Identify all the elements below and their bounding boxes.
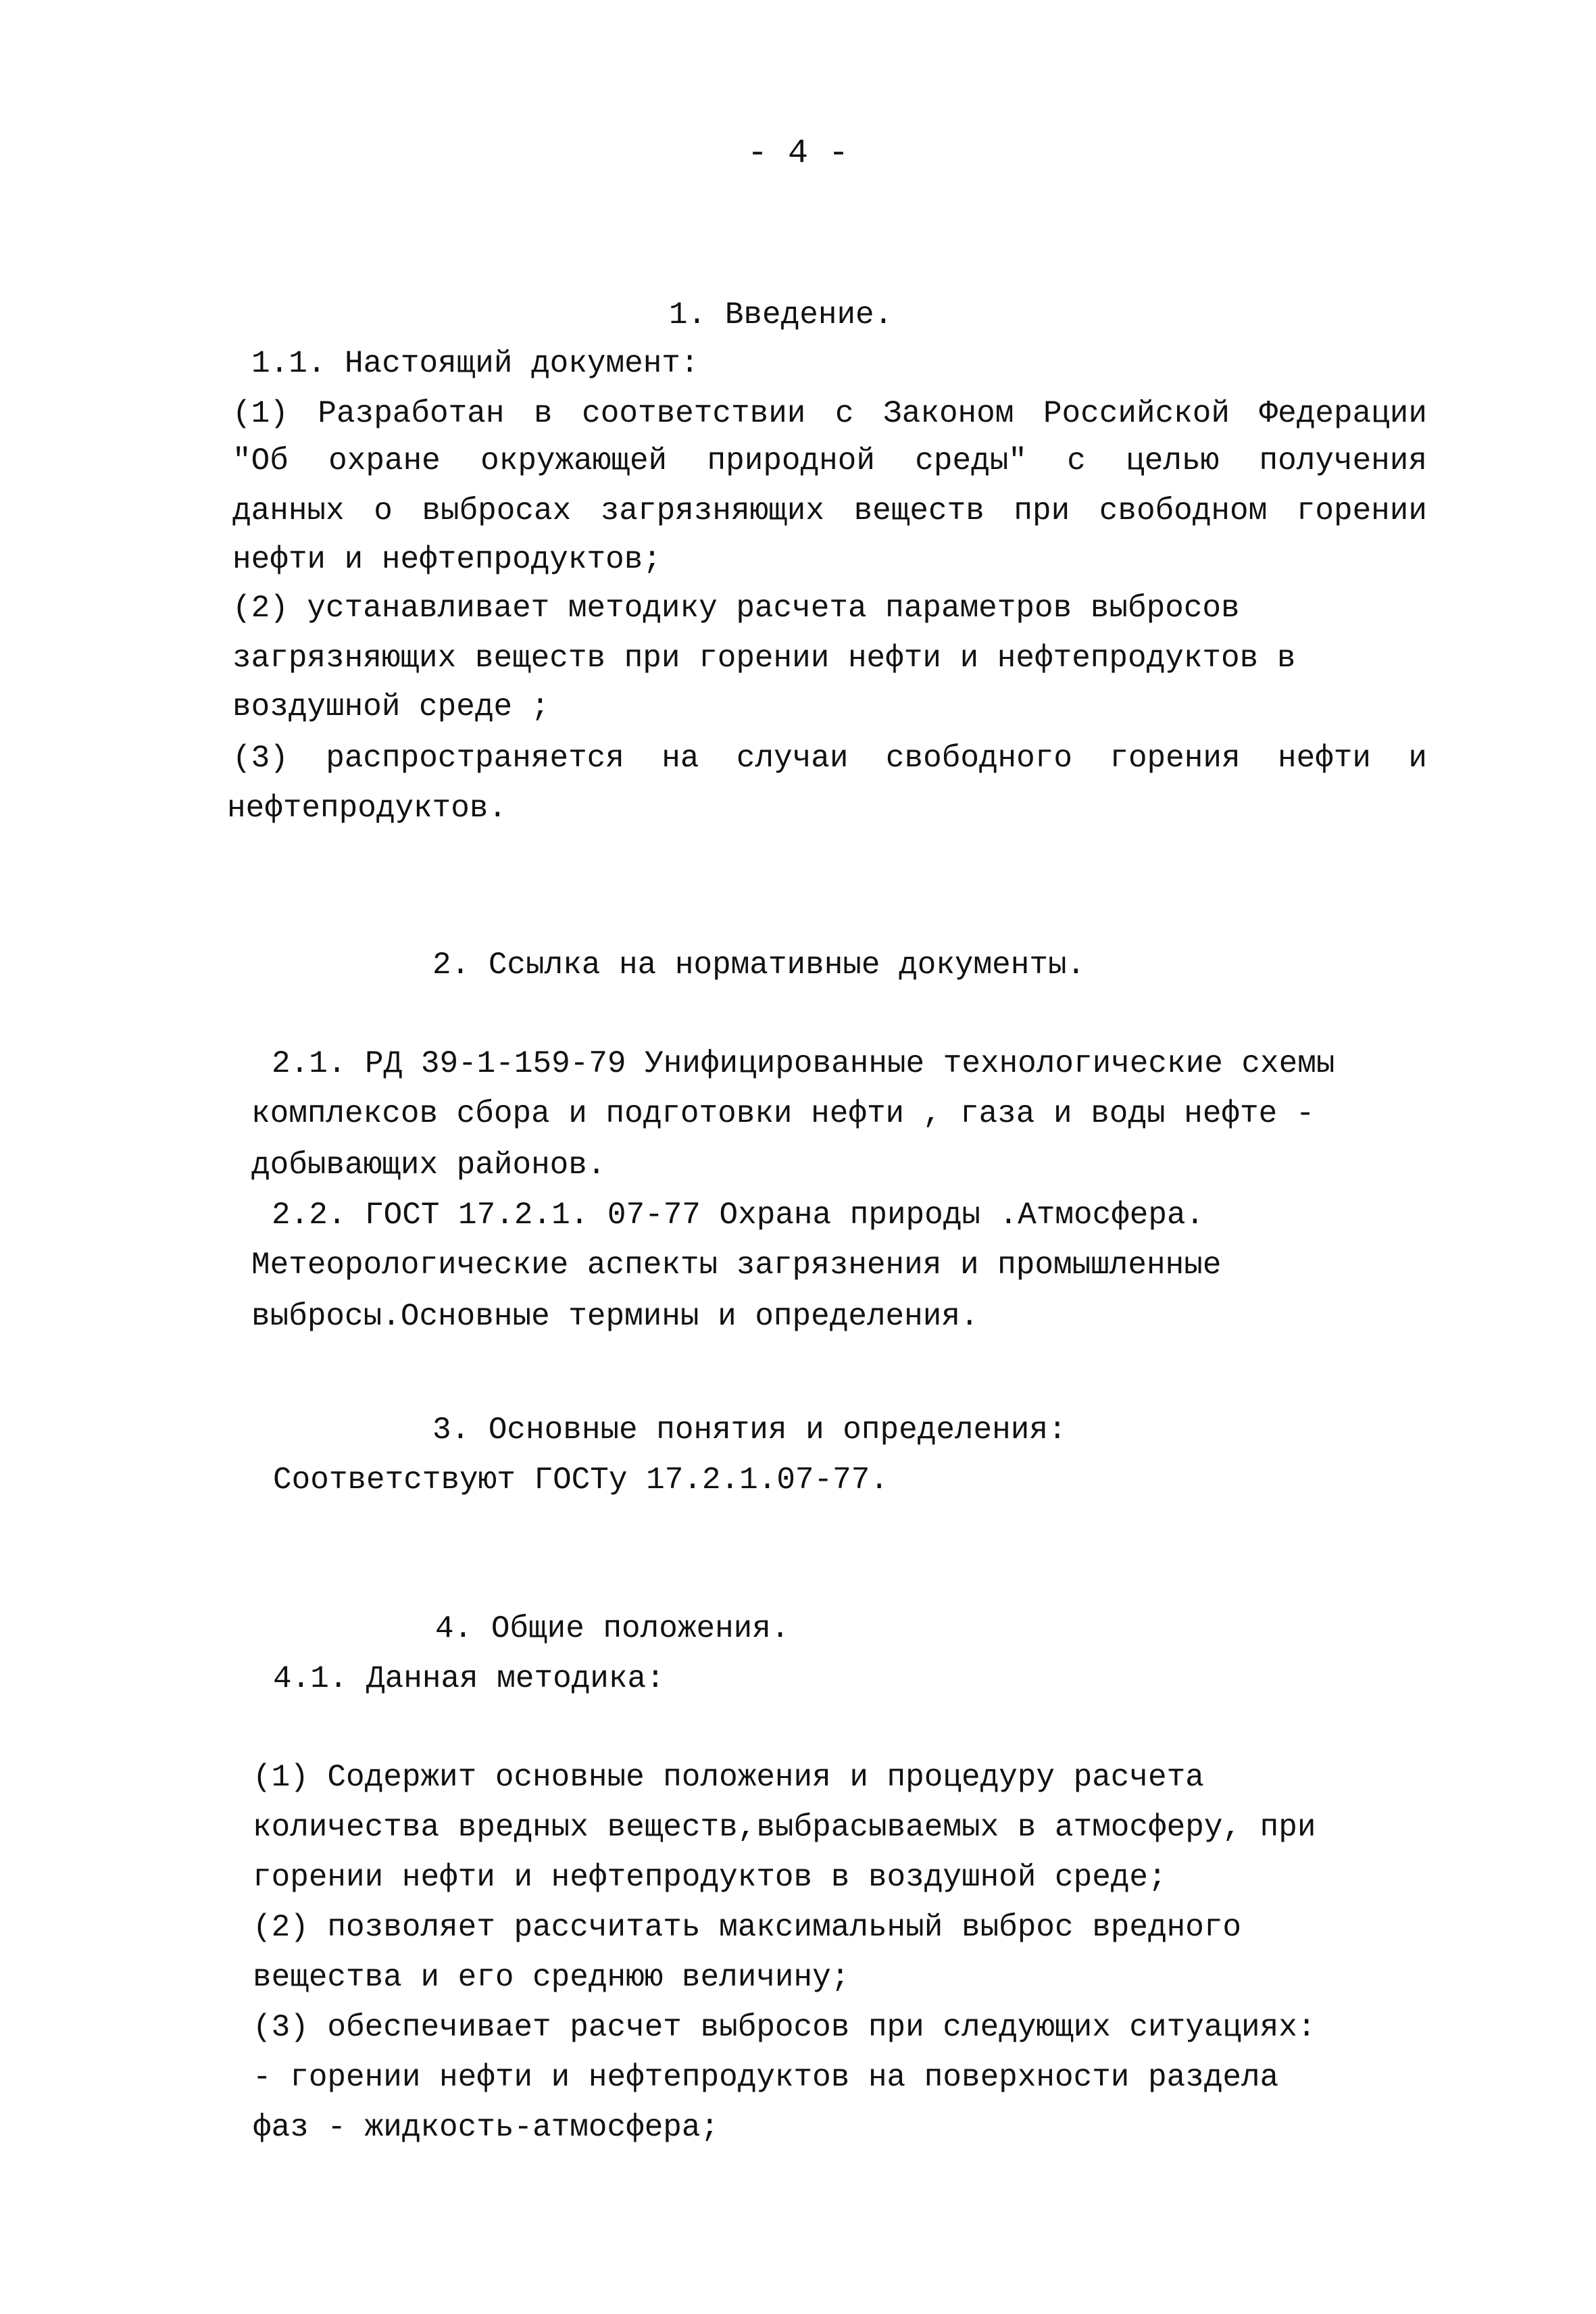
section-3-heading: 3. Основные понятия и определения: (432, 1412, 1067, 1448)
section-2-ref-2-line-2: Метеорологические аспекты загрязнения и промышленные (251, 1248, 1222, 1283)
section-1-item-2-line-2: загрязняющих веществ при горении нефти и нефтепродуктов в (232, 641, 1296, 676)
section-1-item-2-line-1: (2) устанавливает методику расчета параметров выбросов (232, 591, 1240, 626)
section-4-item-2-line-1: (2) позволяет рассчитать максимальный выброс вредного (253, 1910, 1242, 1945)
section-2-ref-1-line-1: 2.1. РД 39-1-159-79 Унифицированные технологические схемы (272, 1046, 1335, 1081)
section-1-item-1-line-1: (1) Разработан в соответствии с Законом Российской Федерации (232, 396, 1427, 431)
section-4-item-3-line-1: (3) обеспечивает расчет выбросов при следующих ситуациях: (253, 2010, 1316, 2045)
section-1-item-1-line-2: "Об охране окружающей природной среды" с целью получения (232, 443, 1427, 478)
section-1-item-1-line-3: данных о выбросах загрязняющих веществ при свободном горении (232, 493, 1427, 528)
section-2-ref-2-line-1: 2.2. ГОСТ 17.2.1. 07-77 Охрана природы .Атмосфера. (272, 1198, 1205, 1233)
section-2-ref-1-line-2: комплексов сбора и подготовки нефти , газа и воды нефте - (251, 1096, 1315, 1131)
section-3-text: Соответствуют ГОСТу 17.2.1.07-77. (273, 1462, 889, 1498)
section-4-heading: 4. Общие положения. (435, 1611, 790, 1646)
section-2-ref-1-line-3: добывающих районов. (251, 1148, 606, 1183)
section-4-item-1-line-1: (1) Содержит основные положения и процедуру расчета (253, 1760, 1204, 1795)
section-1-item-2-line-3: воздушной среде ; (232, 689, 550, 724)
section-2-heading: 2. Ссылка на нормативные документы. (432, 947, 1086, 983)
page-number: - 4 - (747, 134, 849, 173)
section-4-item-1-line-3: горении нефти и нефтепродуктов в воздушной среде; (253, 1860, 1167, 1895)
section-4-item-3-line-3: фаз - жидкость-атмосфера; (253, 2110, 720, 2145)
section-4-item-1-line-2: количества вредных веществ,выбрасываемых в атмосферу, при (253, 1810, 1316, 1845)
section-2-ref-2-line-3: выбросы.Основные термины и определения. (251, 1299, 979, 1334)
section-1-item-1-line-4: нефти и нефтепродуктов; (232, 542, 662, 577)
section-4-item-2-line-2: вещества и его среднюю величину; (253, 1960, 850, 1995)
section-1-item-3-line-2: нефтепродуктов. (227, 791, 507, 826)
section-1-1-heading: 1.1. Настоящий документ: (251, 346, 699, 381)
section-4-1-heading: 4.1. Данная методика: (273, 1661, 665, 1696)
section-1-item-3-line-1: (3) распространяется на случаи свободного горения нефти и (232, 741, 1427, 776)
section-1-heading: 1. Введение. (669, 297, 893, 333)
section-4-item-3-line-2: - горении нефти и нефтепродуктов на поверхности раздела (253, 2060, 1279, 2095)
